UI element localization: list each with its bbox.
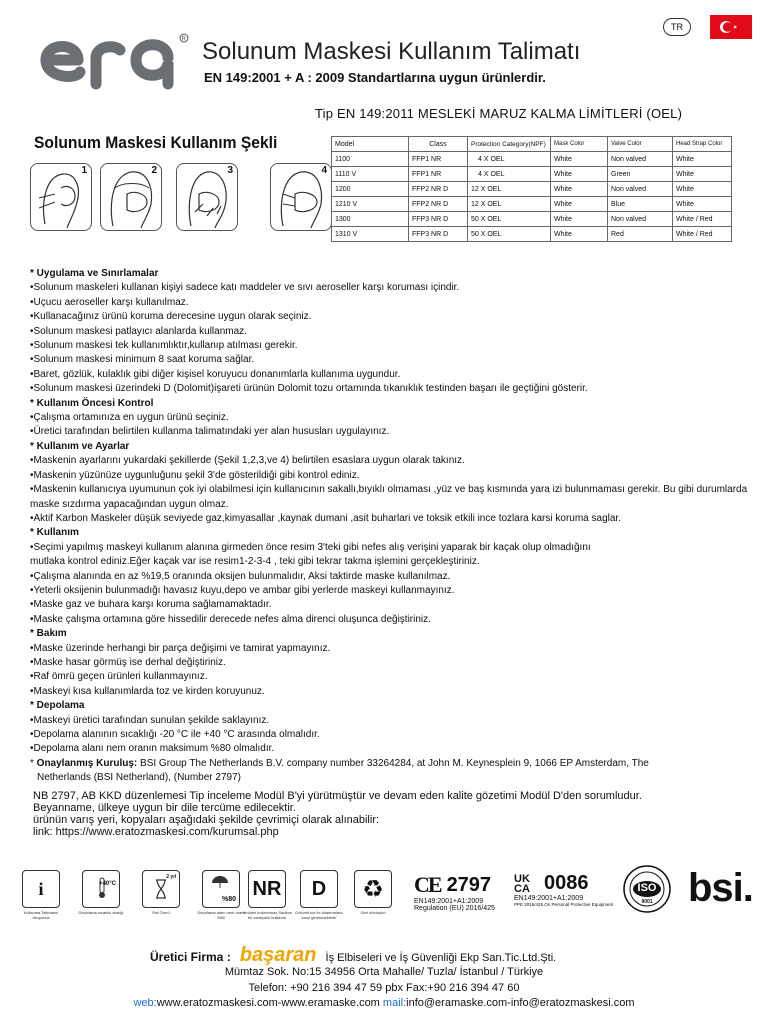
notified-body: * Onaylanmış Kuruluş: BSI Group The Netherlands B.V. company number 33264284, at John M. Keynesplein 9, 1066 EP Amsterdam, The	[30, 757, 649, 769]
table-cell: 1100	[332, 152, 409, 167]
step-4-illustration	[270, 163, 332, 231]
instructions-icon: i	[22, 870, 60, 908]
company-name: İş Elbiseleri ve İş Güvenliği Ekp San.Tic.Ltd.Şti.	[325, 952, 557, 964]
instruction-line: •Kullanacağınız ürünü koruma derecesine uygun olarak seçiniz.	[30, 311, 312, 323]
table-cell: White	[551, 227, 608, 242]
step-number: 2	[151, 165, 157, 176]
table-row	[332, 212, 732, 227]
step-3-illustration	[176, 163, 238, 231]
section-heading: * Depolama	[30, 700, 85, 712]
table-cell: 12 X OEL	[468, 197, 551, 212]
section-heading: * Kullanım	[30, 527, 79, 539]
instruction-line: •Depolama alanı nem oranın maksimum %80 olmalıdır.	[30, 743, 275, 755]
non-reusable-icon: NR	[248, 870, 286, 908]
table-header-row	[332, 137, 732, 152]
instruction-line: •Üretici tarafından belirtilen kullanma talimatındaki yer alan hususları uygulayınız.	[30, 426, 390, 438]
iso-seal-icon	[622, 864, 672, 914]
table-cell: White	[551, 167, 608, 182]
table-cell: 1200	[332, 182, 409, 197]
instruction-line: •Maskeyi kısa kullanımlarda toz ve kirden koruyunuz.	[30, 685, 265, 697]
instruction-line: •Maskeyi üretici tarafından sunulan şekilde saklayınız.	[30, 714, 270, 726]
table-cell: Non valved	[608, 182, 673, 197]
instruction-line: •Seçimi yapılmış maskeyi kullanım alanına girmeden önce resim 3'teki gibi nefes alış verişini yaparak bir kaçak olup olmadığını	[30, 541, 591, 553]
instruction-line: •Maske gaz ve buhara karşı koruma sağlamamaktadır.	[30, 599, 272, 611]
instruction-line: •Maskenin kullanıcıya uyumunun çok iyi olabilmesi için kullanıcının sakallı,bıyıklı olmaması ,yüz ve baş kısmında yara izi bulunmaması gerekir. Bu gibi durumlarda maske sızdırma yapacağından uygun olmaz.	[30, 484, 748, 510]
shelf-life-icon: 2 yıl	[142, 870, 180, 908]
table-cell: 1110 V	[332, 167, 409, 182]
instruction-line: •Solunum maskesi tek kullanımlıktır,kullanıp atılması gerekir.	[30, 340, 298, 352]
column-header: Head Strap Color	[673, 137, 732, 152]
table-cell: White / Red	[673, 227, 732, 242]
column-header: Class	[409, 137, 468, 152]
contact-links	[0, 997, 768, 1009]
pictogram-caption: Geri dönüşüm	[360, 910, 386, 915]
table-cell: Non valved	[608, 152, 673, 167]
web-link[interactable]: www.eratozmaskesi.com-www.eramaske.com	[156, 997, 380, 1009]
table-cell: White	[551, 197, 608, 212]
table-cell: FFP3 NR D	[409, 212, 468, 227]
pictogram-caption: Raf Ömrü	[152, 910, 170, 915]
table-row	[332, 197, 732, 212]
oel-heading: Tip EN 149:2011 MESLEKİ MARUZ KALMA LİMİTLERİ (OEL)	[315, 106, 683, 121]
ce-standard: EN149:2001+A1:2009	[414, 898, 484, 905]
ukca-mark-icon: UK CA	[514, 872, 530, 895]
svg-text:R: R	[181, 36, 186, 43]
table-row	[332, 152, 732, 167]
mail-label: mail:	[379, 997, 407, 1009]
table-cell: 1210 V	[332, 197, 409, 212]
bsi-logo: bsi.	[688, 866, 753, 910]
turkey-flag-icon	[710, 15, 752, 39]
instruction-line: •Uçucu aeroseller karşı kullanılmaz.	[30, 296, 189, 308]
step-2-illustration	[100, 163, 162, 231]
table-cell: Non valved	[608, 212, 673, 227]
table-row	[332, 167, 732, 182]
table-cell: 50 X OEL	[468, 212, 551, 227]
era-logo	[40, 28, 200, 90]
instruction-line: •Maskenin yüzünüze uygunluğunu şekil 3'de gösterildiği gibi kontrol ediniz.	[30, 469, 360, 481]
table-row	[332, 182, 732, 197]
table-row	[332, 227, 732, 242]
declaration-line: NB 2797, AB KKD düzenlemesi Tip inceleme Modül B'yi yürütmüştür ve devam eden kalite gözetimi Modül D'den sorumludur.	[33, 790, 642, 802]
standard-subtitle: EN 149:2001 + A : 2009 Standartlarına uygun ürünlerdir.	[204, 70, 546, 85]
page-title: Solunum Maskesi Kullanım Talimatı	[202, 38, 581, 65]
web-label: web:	[133, 997, 157, 1009]
company-address: Mümtaz Sok. No:15 34956 Orta Mahalle/ Tuzla/ İstanbul / Türkiye	[224, 966, 544, 978]
column-header: Protection Category(NPF)	[468, 137, 551, 152]
table-cell: 1300	[332, 212, 409, 227]
pictogram-caption: Depolama sıcaklık aralığı	[78, 910, 124, 915]
instruction-line: •Maske hasar görmüş ise derhal değiştiriniz.	[30, 656, 226, 668]
instruction-line: •Solunum maskesi patlayıcı alanlarda kullanmaz.	[30, 325, 247, 337]
table-cell: 4 X OEL	[468, 167, 551, 182]
instruction-line: •Solunum maskesi minimum 8 saat koruma sağlar.	[30, 354, 255, 366]
column-header: Valve Color	[608, 137, 673, 152]
mail-link[interactable]: info@eramaske.com-info@eratozmaskesi.com	[406, 997, 635, 1009]
manufacturer-label: Üretici Firma :	[150, 950, 231, 964]
table-cell: White	[673, 197, 732, 212]
section-heading: * Kullanım Öncesi Kontrol	[30, 397, 154, 409]
instruction-line: •Yeterli oksijenin bulunmadığı havasız kuyu,depo ve ambar gibi yerlerde maskeyi kullanmayınız.	[30, 584, 455, 596]
table-cell: 50 X OEL	[468, 227, 551, 242]
humidity-icon: %80	[202, 870, 240, 908]
ukca-certification	[514, 872, 613, 907]
declaration-line: Beyanname, ülkeye uygun bir dile tercüme edilecektir.	[33, 802, 296, 814]
nb-declaration	[33, 790, 753, 838]
language-badge: TR	[663, 18, 691, 36]
instruction-line: •Solunum maskeleri kullanan kişiyi sadece katı maddeler ve sıvı aeroseller karşı koruması içindir.	[30, 282, 460, 294]
iso-number: 9001	[641, 899, 653, 905]
instruction-line: •Solunum maskesi üzerindeki D (Dolomit)işareti ürünün Dolomit tozu ortamında tıkanıklık testinden başarı ile geçtiğini gösterir.	[30, 383, 588, 395]
table-cell: White	[551, 152, 608, 167]
recycle-icon: ♻	[354, 870, 392, 908]
table-cell: White	[673, 182, 732, 197]
iso-label: ISO	[637, 882, 657, 894]
instruction-line: •Maske çalışma ortamına göre hissedilir derecede nefes alma direnci oluşunca değiştiriniz.	[30, 613, 431, 625]
table-cell: White	[673, 167, 732, 182]
instruction-line: •Çalışma alanında en az %19,5 oranında oksijen bulunmalıdır, Aksi taktirde maske kullanılmaz.	[30, 570, 451, 582]
table-cell: White / Red	[673, 212, 732, 227]
instruction-line: •Depolama alanının sıcaklığı -20 °C ile +40 °C arasında olmalıdır.	[30, 729, 320, 740]
step-number: 1	[81, 165, 87, 176]
instruction-line: •Baret, gözlük, kulaklık gibi diğer kişisel koruyucu donanımlarla kullanıma uygundur.	[30, 368, 401, 380]
step-number: 4	[321, 165, 327, 176]
table-cell: White	[551, 212, 608, 227]
column-header: Model	[332, 137, 409, 152]
dolomite-icon: D	[300, 870, 338, 908]
table-cell: FFP3 NR D	[409, 227, 468, 242]
instruction-line: •Aktif Karbon Maskeler düşük seviyede gaz,kimyasallar ,kaynak dumani ,asit buharlari ve toksik etkili ince tozlara karsi koruma saglar.	[30, 512, 621, 524]
step-number: 3	[227, 165, 233, 176]
ukca-standard: EN149:2001+A1:2009	[514, 895, 584, 902]
usage-title: Solunum Maskesi Kullanım Şekli	[34, 133, 278, 152]
table-cell: White	[551, 182, 608, 197]
ce-number: 2797	[446, 873, 492, 896]
table-cell: FFP2 NR D	[409, 182, 468, 197]
declaration-link[interactable]: link: https://www.eratozmaskesi.com/kurumsal.php	[33, 826, 279, 838]
instruction-line: •Çalışma ortamınıza en uygun ürünü seçiniz.	[30, 412, 229, 424]
section-heading: * Kullanım ve Ayarlar	[30, 440, 130, 452]
section-heading: * Uygulama ve Sınırlamalar	[30, 268, 159, 279]
instruction-line: mutlaka kontrol ediniz.Eğer kaçak var ise resim1-2-3-4 , teki gibi tekrar takma işlemini gerçekleştiriniz.	[30, 556, 480, 568]
table-cell: 4 X OEL	[468, 152, 551, 167]
table-cell: FFP1 NR	[409, 167, 468, 182]
table-cell: FFP1 NR	[409, 152, 468, 167]
table-cell: White	[673, 152, 732, 167]
table-cell: Red	[608, 227, 673, 242]
ce-regulation: Regulation (EU) 2016/425	[414, 905, 495, 912]
pictogram-caption: Kullanma Talimatını okuyunuz	[23, 910, 59, 920]
manufacturer-line	[150, 944, 556, 967]
column-header: Mask Color	[551, 137, 608, 152]
ce-mark-icon: CE	[414, 872, 441, 897]
instruction-line: •Maskenin ayarlarını yukardaki şekillerde (Şekil 1,2,3,ve 4) belirtilen esaslara uygun olarak takınız.	[30, 455, 465, 467]
table-cell: Green	[608, 167, 673, 182]
section-heading: * Bakım	[30, 628, 67, 640]
pictogram-caption: Depolama alanı nem oranı %80	[197, 910, 245, 920]
step-1-illustration	[30, 163, 92, 231]
instruction-line: •Raf ömrü geçen ürünleri kullanmayınız.	[30, 671, 208, 683]
basaran-logo: başaran	[239, 944, 317, 966]
table-cell: 1310 V	[332, 227, 409, 242]
product-spec-table	[331, 136, 732, 242]
declaration-line: ürünün varış yeri, kopyaları aşağıdaki şekilde çevrimiçi olarak alınabilir:	[33, 814, 380, 826]
notified-body-cont: Netherlands (BSI Netherland), (Number 2797)	[37, 772, 241, 784]
ukca-number: 0086	[544, 872, 589, 894]
instruction-line: •Maske üzerinde herhangi bir parça değişimi ve tamirat yapmayınız.	[30, 642, 331, 654]
pictogram-caption: Dolomit toz ile tıkanmalara karşı gerekmektedir	[295, 910, 343, 920]
usage-steps	[30, 163, 327, 231]
ce-certification	[414, 872, 495, 912]
table-cell: FFP2 NR D	[409, 197, 468, 212]
pictogram-caption: Yeniden kullanılmaz Sadece bir vardiyalık kullanım	[241, 910, 293, 920]
instruction-body	[30, 267, 765, 786]
company-phone: Telefon: +90 216 394 47 59 pbx Fax:+90 216 394 47 60	[248, 982, 520, 994]
ukca-regulation: PPE 2016/425 On Personal Protective Equipment	[514, 902, 614, 907]
table-cell: 12 X OEL	[468, 182, 551, 197]
table-cell: Blue	[608, 197, 673, 212]
temperature-icon: +40°C	[82, 870, 120, 908]
